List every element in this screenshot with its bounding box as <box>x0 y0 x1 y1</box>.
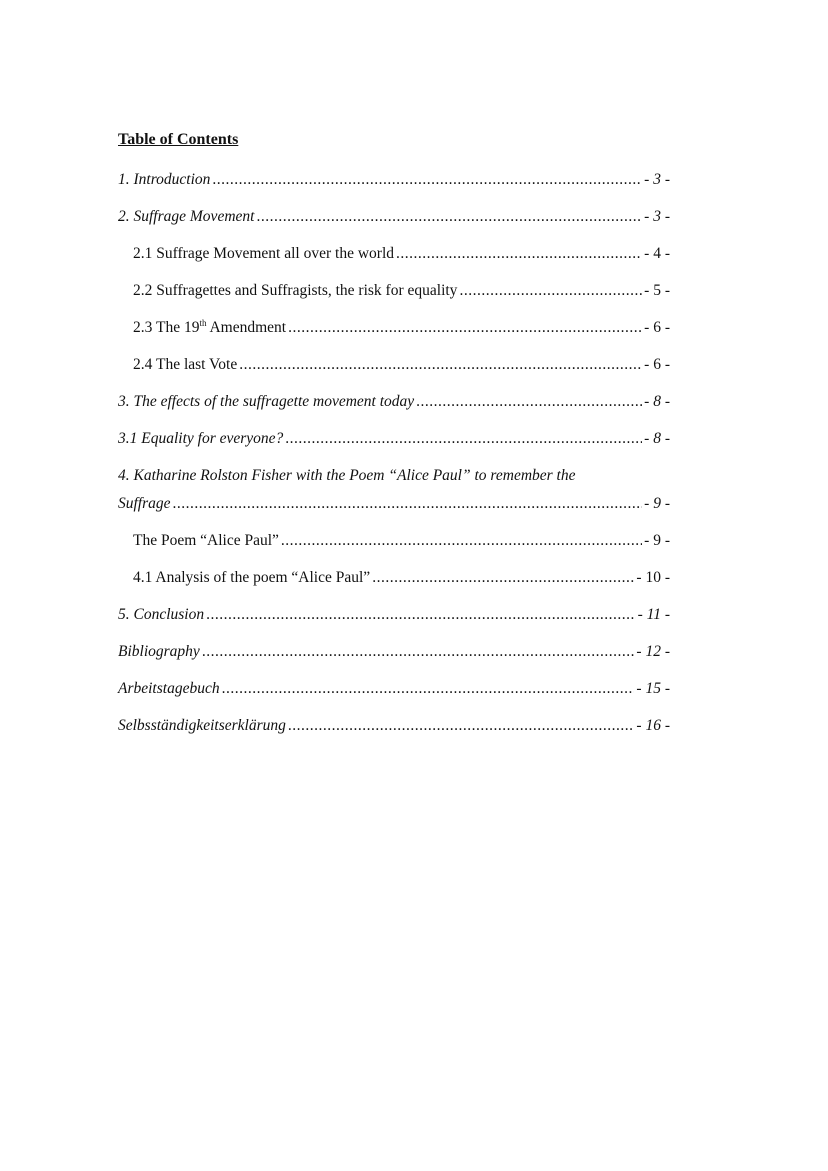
toc-entry-page: - 4 - <box>644 245 670 262</box>
toc-entry-page: - 3 - <box>644 171 670 188</box>
label-part: Amendment <box>206 319 287 336</box>
dot-leader <box>239 355 642 375</box>
toc-entry-page: - 11 - <box>637 606 670 623</box>
toc-title: Table of Contents <box>118 131 239 148</box>
toc-entry-page: - 8 - <box>644 393 670 410</box>
toc-entry-label: Arbeitstagebuch <box>118 680 220 697</box>
toc-entry-katharine-fisher[interactable] <box>118 458 670 523</box>
toc-entry-label: Selbsständigkeitserklärung <box>118 717 286 734</box>
dot-leader <box>285 429 642 449</box>
toc-entry-page: - 16 - <box>636 717 670 734</box>
toc-entry-label: 2. Suffrage Movement <box>118 208 255 225</box>
toc-entry-poem-alice-paul[interactable] <box>118 523 670 560</box>
toc-entry-bibliography[interactable] <box>118 634 670 671</box>
toc-entry-page: - 8 - <box>644 430 670 447</box>
toc-entry-page: - 12 - <box>636 643 670 660</box>
label-superscript: th <box>199 318 207 328</box>
dot-leader <box>288 716 635 736</box>
toc-entry-page: - 9 - <box>644 495 670 512</box>
toc-entry-conclusion[interactable] <box>118 597 670 634</box>
toc-entry-label: 5. Conclusion <box>118 606 205 623</box>
toc-entry-label-line1: 4. Katharine Rolston Fisher with the Poem “Alice Paul” to remember the <box>118 467 576 484</box>
toc-entry-page: - 3 - <box>644 208 670 225</box>
toc-entry-effects-today[interactable] <box>118 384 670 421</box>
toc-entry-label: The Poem “Alice Paul” <box>133 532 279 549</box>
label-part: 2.3 The 19 <box>133 319 200 336</box>
toc-entry-last-vote[interactable] <box>118 347 670 384</box>
dot-leader <box>212 170 642 190</box>
toc-entry-label <box>133 318 286 338</box>
document-page <box>118 128 670 745</box>
toc-entry-label: 3. The effects of the suffragette movement today <box>118 393 415 410</box>
toc-entry-introduction[interactable] <box>118 162 670 199</box>
toc-entry-label: 1. Introduction <box>118 171 211 188</box>
toc-entry-equality[interactable] <box>118 421 670 458</box>
toc-entry-suffrage-world[interactable] <box>118 236 670 273</box>
toc-entry-selbststaendigkeitserklaerung[interactable] <box>118 708 670 745</box>
toc-entry-label: 3.1 Equality for everyone? <box>118 430 284 447</box>
toc-entry-arbeitstagebuch[interactable] <box>118 671 670 708</box>
dot-leader <box>281 531 642 551</box>
dot-leader <box>416 392 642 412</box>
toc-entry-suffrage-movement[interactable] <box>118 199 670 236</box>
toc-entry-label: 2.1 Suffrage Movement all over the world <box>133 245 394 262</box>
toc-entry-page: - 9 - <box>644 532 670 549</box>
dot-leader <box>288 318 642 338</box>
dot-leader <box>459 281 642 301</box>
toc-entry-page: - 15 - <box>636 680 670 697</box>
dot-leader <box>202 642 635 662</box>
toc-entry-label: Bibliography <box>118 643 200 660</box>
toc-entry-19th-amendment[interactable] <box>118 310 670 347</box>
toc-entry-page: - 10 - <box>636 569 670 586</box>
toc-entry-label-line2: Suffrage <box>118 495 171 512</box>
toc-entry-page: - 6 - <box>644 319 670 336</box>
dot-leader <box>372 568 634 588</box>
toc-entry-label: 4.1 Analysis of the poem “Alice Paul” <box>133 569 371 586</box>
dot-leader <box>256 207 642 227</box>
dot-leader <box>173 494 643 514</box>
toc-entry-page: - 5 - <box>644 282 670 299</box>
dot-leader <box>396 244 642 264</box>
toc-entry-poem-analysis[interactable] <box>118 560 670 597</box>
toc-entry-page: - 6 - <box>644 356 670 373</box>
toc-entry-suffragettes-suffragists[interactable] <box>118 273 670 310</box>
toc-entry-label: 2.2 Suffragettes and Suffragists, the risk for equality <box>133 282 458 299</box>
dot-leader <box>222 679 635 699</box>
dot-leader <box>206 605 635 625</box>
toc-entry-label: 2.4 The last Vote <box>133 356 238 373</box>
